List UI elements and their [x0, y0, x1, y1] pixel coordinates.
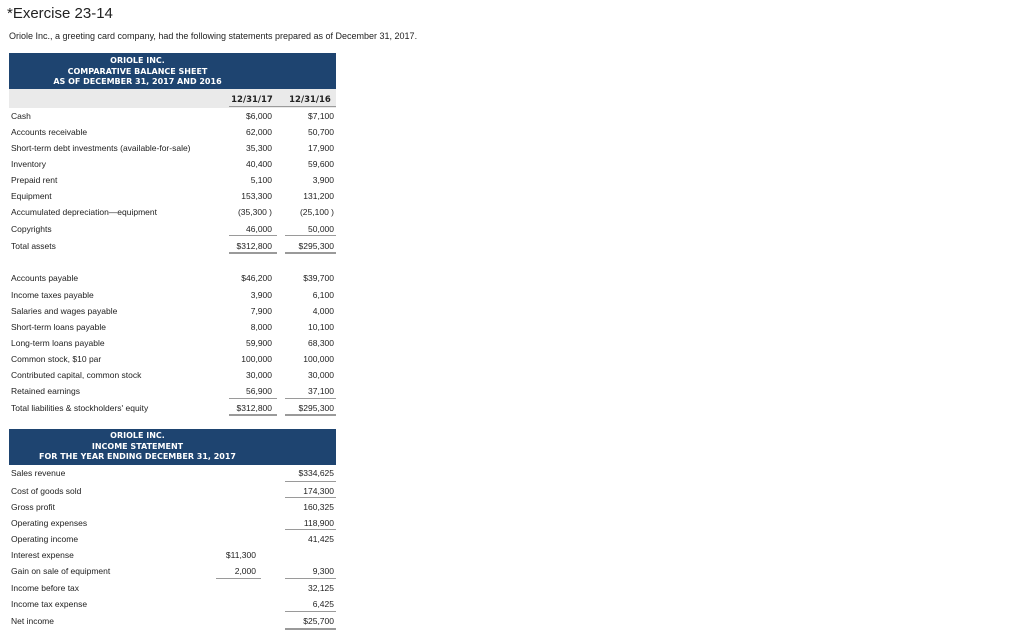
amount: 6,425	[312, 599, 334, 609]
asset-row	[0, 159, 340, 171]
subtotal-rule	[216, 578, 261, 579]
row-label: Net income	[11, 616, 54, 626]
amount: $334,625	[298, 468, 334, 478]
amount: 118,900	[303, 518, 334, 528]
value-2017: 7,900	[250, 306, 272, 316]
value-2016: 68,300	[308, 338, 334, 348]
row-label: Gross profit	[11, 502, 55, 512]
asset-row	[0, 175, 340, 187]
income-row	[0, 468, 340, 480]
value-2017: 46,000	[246, 224, 272, 234]
value-2017: $312,800	[236, 241, 272, 251]
company-name: ORIOLE INC.	[110, 56, 165, 65]
value-2016: 17,900	[308, 143, 334, 153]
income-row	[0, 583, 340, 595]
col-header-2016: 12/31/16	[289, 95, 331, 105]
balance-sheet-header	[9, 53, 336, 89]
company-name: ORIOLE INC.	[110, 431, 165, 440]
row-label: Salaries and wages payable	[11, 306, 118, 316]
row-label: Accounts receivable	[11, 127, 88, 137]
row-label: Accounts payable	[11, 273, 79, 283]
asset-row	[0, 143, 340, 155]
amount: 160,325	[303, 502, 334, 512]
value-2017: 100,000	[241, 354, 272, 364]
amount: 174,300	[303, 486, 334, 496]
value-2017: 56,900	[246, 386, 272, 396]
row-label: Copyrights	[11, 224, 52, 234]
value-2017: 35,300	[246, 143, 272, 153]
subtotal-rule	[229, 235, 277, 236]
total-double-rule	[285, 414, 336, 416]
value-2016: 131,200	[303, 191, 334, 201]
value-2017: 5,100	[250, 175, 272, 185]
amount: 9,300	[312, 566, 334, 576]
income-statement-header	[9, 429, 336, 465]
amount: 32,125	[308, 583, 334, 593]
asset-row	[0, 127, 340, 139]
subtotal-rule	[285, 481, 336, 482]
value-2017: 40,400	[246, 159, 272, 169]
value-2017: (35,300 )	[237, 207, 272, 217]
income-row	[0, 534, 340, 546]
row-label: Operating income	[11, 534, 79, 544]
asset-row	[0, 207, 340, 219]
value-2017: $312,800	[236, 403, 272, 413]
value-2016: $7,100	[308, 111, 334, 121]
statement-period: FOR THE YEAR ENDING DECEMBER 31, 2017	[39, 452, 236, 461]
row-label: Total liabilities & stockholders' equity	[11, 403, 149, 413]
income-row	[0, 502, 340, 514]
inner-amount: 2,000	[234, 566, 256, 576]
value-2017: 8,000	[250, 322, 272, 332]
statement-name: COMPARATIVE BALANCE SHEET	[67, 66, 208, 76]
value-2017: 62,000	[246, 127, 272, 137]
liability-row	[0, 354, 340, 366]
exercise-title: *Exercise 23-14	[7, 5, 113, 22]
value-2016: 10,100	[308, 322, 334, 332]
total-double-rule	[229, 414, 277, 416]
income-row	[0, 599, 340, 611]
value-2016: 3,900	[312, 175, 334, 185]
value-2017: 3,900	[250, 290, 272, 300]
liability-row	[0, 370, 340, 382]
value-2017: $6,000	[246, 111, 272, 121]
row-label: Interest expense	[11, 550, 74, 560]
row-label: Common stock, $10 par	[11, 354, 102, 364]
row-label: Cash	[11, 111, 31, 121]
row-label: Income tax expense	[11, 599, 88, 609]
inner-amount: $11,300	[225, 550, 256, 560]
value-2016: 59,600	[308, 159, 334, 169]
total-double-rule	[285, 628, 336, 630]
value-2017: 59,900	[246, 338, 272, 348]
row-label: Inventory	[11, 159, 46, 169]
liability-row	[0, 306, 340, 318]
subtotal-rule	[285, 529, 336, 530]
value-2016: 6,100	[312, 290, 334, 300]
value-2016: $39,700	[303, 273, 334, 283]
asset-row	[0, 191, 340, 203]
value-2016: (25,100 )	[299, 207, 334, 217]
subtotal-rule	[285, 497, 336, 498]
subtotal-rule	[285, 235, 336, 236]
liability-row	[0, 290, 340, 302]
row-label: Total assets	[11, 241, 56, 251]
value-2016: 4,000	[312, 306, 334, 316]
row-label: Gain on sale of equipment	[11, 566, 111, 576]
row-label: Retained earnings	[11, 386, 80, 396]
row-label: Prepaid rent	[11, 175, 58, 185]
amount: 41,425	[308, 534, 334, 544]
income-row	[0, 616, 340, 628]
subtotal-rule	[229, 398, 277, 399]
row-label: Accumulated depreciation—equipment	[11, 207, 158, 217]
value-2016: 50,000	[308, 224, 334, 234]
row-label: Contributed capital, common stock	[11, 370, 142, 380]
total-double-rule	[285, 252, 336, 254]
col-header-2017: 12/31/17	[231, 95, 273, 105]
value-2016: 37,100	[308, 386, 334, 396]
statement-date: AS OF DECEMBER 31, 2017 AND 2016	[53, 77, 222, 86]
row-label: Income taxes payable	[11, 290, 94, 300]
row-label: Sales revenue	[11, 468, 66, 478]
subtotal-rule	[285, 578, 336, 579]
intro-text: Oriole Inc., a greeting card company, had the following statements prepared as of December 31, 2017.	[9, 31, 418, 41]
row-label: Long-term loans payable	[11, 338, 105, 348]
value-2016: 30,000	[308, 370, 334, 380]
row-label: Income before tax	[11, 583, 80, 593]
income-row	[0, 566, 340, 578]
row-label: Operating expenses	[11, 518, 88, 528]
subtotal-rule	[285, 611, 336, 612]
income-row	[0, 550, 340, 562]
row-label: Cost of goods sold	[11, 486, 82, 496]
statement-name: INCOME STATEMENT	[91, 441, 184, 451]
liability-row	[0, 273, 340, 285]
value-2016: 50,700	[308, 127, 334, 137]
value-2016: 100,000	[303, 354, 334, 364]
asset-row	[0, 111, 340, 123]
value-2017: 30,000	[246, 370, 272, 380]
liability-row	[0, 386, 340, 398]
value-2017: 153,300	[241, 191, 272, 201]
amount: $25,700	[303, 616, 334, 626]
total-double-rule	[229, 252, 277, 254]
date-underline	[229, 106, 336, 107]
liability-row	[0, 322, 340, 334]
liability-row	[0, 338, 340, 350]
row-label: Short-term loans payable	[11, 322, 106, 332]
row-label: Equipment	[11, 191, 52, 201]
value-2016: $295,300	[298, 241, 334, 251]
value-2017: $46,200	[241, 273, 272, 283]
subtotal-rule	[285, 398, 336, 399]
value-2016: $295,300	[298, 403, 334, 413]
row-label: Short-term debt investments (available-for-sale)	[11, 143, 191, 153]
